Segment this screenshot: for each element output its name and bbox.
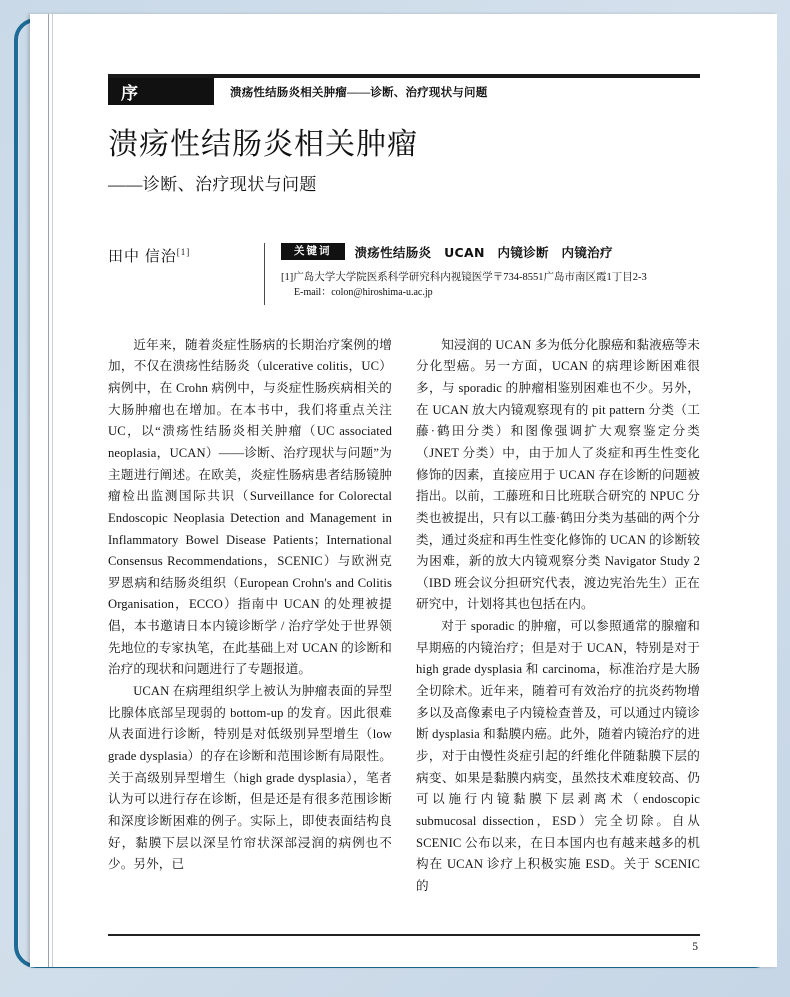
body-column-left: [108, 335, 392, 898]
paragraph: 近年来，随着炎症性肠病的长期治疗案例的增加，不仅在溃疡性结肠炎（ulcerative colitis，UC）病例中，在 Crohn 病例中，与炎症性肠疾病相关的大肠肿瘤也在增加。在本书中，我们将重点关注 UC，以“溃疡性结肠炎相关肿瘤（UC associated neoplasia，UCAN）——诊断、治疗现状与问题”为主题进行阐述。在欧美，炎症性肠病患者结肠镜肿瘤检出监测国际共识（Surveillance for Colorectal Endoscopic Neoplasia Detection and Management in Inflammatory Bowel Disease Patients；International Consensus Recommendations，SCENIC）与欧洲克罗恩病和结肠炎组织（European Crohn's and Colitis Organisation，ECCO）指南中 UCAN 的处理被提倡，本书邀请日本内镜诊断学 / 治疗学处于世界领先地位的专家执笔，在此基础上对 UCAN 的诊断和治疗的现状和问题进行了专题报道。: [108, 337, 392, 677]
affiliation-block: [281, 270, 700, 301]
affiliation-line: [1]广岛大学大学院医系科学研究科内视镜医学〒734-8551广岛市南区霞1丁目2-3: [281, 271, 647, 283]
author-column: [108, 243, 264, 266]
body-columns: [108, 335, 700, 898]
article-title: 溃疡性结肠炎相关肿瘤: [108, 128, 418, 161]
running-header-title: 溃疡性结肠炎相关肿瘤——诊断、治疗现状与问题: [230, 86, 488, 99]
page-gutter-line: [48, 14, 49, 967]
author-affiliation-mark: [1]: [176, 246, 191, 257]
document-page: [30, 14, 777, 967]
paragraph: 知浸润的 UCAN 多为低分化腺癌和黏液癌等未分化型癌。另一方面，UCAN 的病理诊断困难很多，与 sporadic 的肿瘤相鉴别困难也不少。另外，在 UCAN 放大内镜观察现有的 pit pattern 分类（工藤·鹤田分类）和图像强调扩大观察鉴定分类（JNET 分类）中，由于加人了炎症和再生性变化修饰的因素，直接应用于 UCAN 存在诊断的问题被指出。以前，工藤班和日比班联合研究的 NPUC 分类也被提出，只有以工藤·鹤田分类为基础的两个分类，通过炎症和再生性变化修饰的 UCAN 的诊断较为困难，新的放大内镜观察分类 Navigator Study 2（IBD 班会议分担研究代表，渡边宪治先生）正在研究中，计划将其也包括在内。: [416, 337, 700, 612]
section-badge: 序: [108, 78, 214, 105]
keywords-column: [281, 243, 700, 301]
article-meta-block: [108, 243, 700, 305]
page-content: [108, 74, 700, 898]
author-name-wrapper: [108, 245, 264, 266]
article-subtitle: ——诊断、治疗现状与问题: [108, 174, 317, 194]
header-row: [108, 78, 700, 105]
footer-rule: [108, 934, 700, 936]
author-name: 田中 信治: [108, 248, 177, 265]
affiliation-email: E-mail：colon@hiroshima-u.ac.jp: [294, 287, 433, 299]
page-gutter-line-secondary: [52, 14, 53, 967]
paragraph: 对于 sporadic 的肿瘤，可以参照通常的腺瘤和早期癌的内镜治疗；但是对于 UCAN，特别是对于 high grade dysplasia 和 carcinoma，标准治疗是大肠全切除术。近年来，随着可有效治疗的抗炎药物增多以及高像素电子内镜检查普及，可以通过内镜诊断 dysplasia 和黏膜内癌。此外，随着内镜治疗的进步，对于由慢性炎症引起的纤维化伴随黏膜下层的病变、如果是黏膜内病变，虽然技术难度较高、仍可以施行内镜黏膜下层剥离术（endoscopic submucosal dissection，ESD）完全切除。自从 SCENIC 公布以来，在日本国内也有越来越多的机构在 UCAN 诊疗上积极实施 ESD。关于 SCENIC 的: [416, 619, 700, 893]
meta-vertical-divider: [264, 243, 265, 305]
title-block: [108, 128, 700, 195]
paragraph: UCAN 在病理组织学上被认为肿瘤表面的异型比腺体底部呈现弱的 bottom-up 的发育。因此很难从表面进行诊断，特别是对低级别异型增生（low grade dysplasia）的存在诊断和范围诊断有局限性。关于高级别异型增生（high grade dysplasia），笔者认为可以进行存在诊断，但是还是有很多范围诊断和深度诊断困难的例子。实际上，即使表面结构良好，黏膜下层以深呈竹帘状深部浸润的病例也不少。另外，已: [108, 684, 392, 872]
page-footer: [108, 934, 700, 953]
running-header: [108, 74, 700, 105]
page-number: 5: [692, 940, 698, 953]
keywords-row: [281, 243, 700, 261]
body-column-right: [416, 335, 700, 898]
keywords-list: 溃疡性结肠炎 UCAN 内镜诊断 内镜治疗: [354, 244, 613, 260]
keywords-badge: 关键词: [281, 243, 345, 260]
